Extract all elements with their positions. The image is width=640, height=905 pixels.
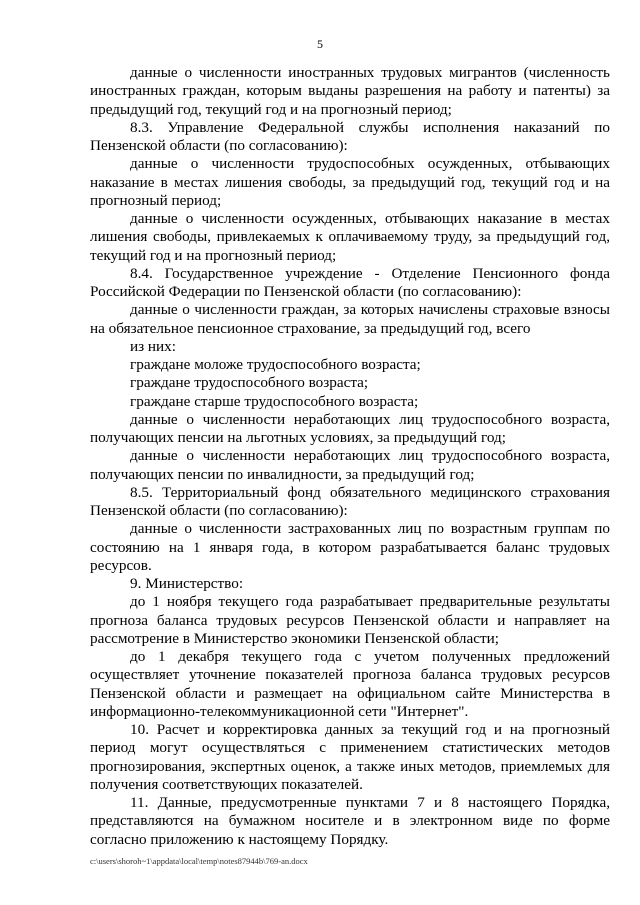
- paragraph: данные о численности трудоспособных осужденных, отбывающих наказание в местах лишения свободы, за предыдущий год, текущий год и на прогнозный период;: [90, 155, 610, 209]
- paragraph: 11. Данные, предусмотренные пунктами 7 и 8 настоящего Порядка, представляются на бумажном носителе и в электронном виде по форме согласно приложению к настоящему Порядку.: [90, 794, 610, 848]
- paragraph: данные о численности осужденных, отбывающих наказание в местах лишения свободы, привлекаемых к оплачиваемому труду, за предыдущий год, текущий год и на прогнозный период;: [90, 210, 610, 264]
- page-number: 5: [317, 37, 323, 51]
- paragraph: 10. Расчет и корректировка данных за текущий год и на прогнозный период могут осуществляться с применением статистических методов прогнозирования, экспертных оценок, а также иных методов, приемлемых для получения соответствующих показателей.: [90, 721, 610, 793]
- document-body: [90, 64, 610, 849]
- paragraph: до 1 декабря текущего года с учетом полученных предложений осуществляет уточнение показателей прогноза баланса трудовых ресурсов Пензенской области и размещает на официальном сайте Министерства в информационно-телекоммуникационной сети "Интернет".: [90, 648, 610, 720]
- paragraph: 8.4. Государственное учреждение - Отделение Пенсионного фонда Российской Федерации по Пензенской области (по согласованию):: [90, 264, 610, 300]
- paragraph: данные о численности неработающих лиц трудоспособного возраста, получающих пенсии по инвалидности, за предыдущий год;: [90, 447, 610, 483]
- paragraph: граждане трудоспособного возраста;: [130, 374, 369, 392]
- paragraph: 9. Министерство:: [130, 575, 244, 592]
- paragraph: данные о численности иностранных трудовых мигрантов (численность иностранных граждан, которым выданы разрешения на работу и патенты) за предыдущий год, текущий год и на прогнозный период;: [90, 64, 610, 118]
- paragraph: до 1 ноября текущего года разрабатывает предварительные результаты прогноза баланса трудовых ресурсов Пензенской области и направляет на рассмотрение в Министерство экономики Пензенской области;: [90, 593, 610, 647]
- paragraph: из них:: [130, 337, 176, 355]
- paragraph: данные о численности граждан, за которых начислены страховые взносы на обязательное пенсионное страхование, за предыдущий год, всего: [90, 301, 610, 337]
- paragraph: данные о численности неработающих лиц трудоспособного возраста, получающих пенсии на льготных условиях, за предыдущий год;: [90, 410, 610, 446]
- paragraph: данные о численности застрахованных лиц по возрастным группам по состоянию на 1 января года, в котором разрабатывается баланс трудовых ресурсов.: [90, 520, 610, 574]
- paragraph: граждане моложе трудоспособного возраста;: [130, 356, 421, 373]
- footer-file-path: c:\users\shoroh~1\appdata\local\temp\notes87944b\769-an.docx: [90, 856, 308, 866]
- paragraph: граждане старше трудоспособного возраста;: [130, 392, 419, 410]
- paragraph: 8.3. Управление Федеральной службы исполнения наказаний по Пензенской области (по согласованию):: [90, 118, 610, 154]
- paragraph: 8.5. Территориальный фонд обязательного медицинского страхования Пензенской области (по согласованию):: [90, 483, 610, 519]
